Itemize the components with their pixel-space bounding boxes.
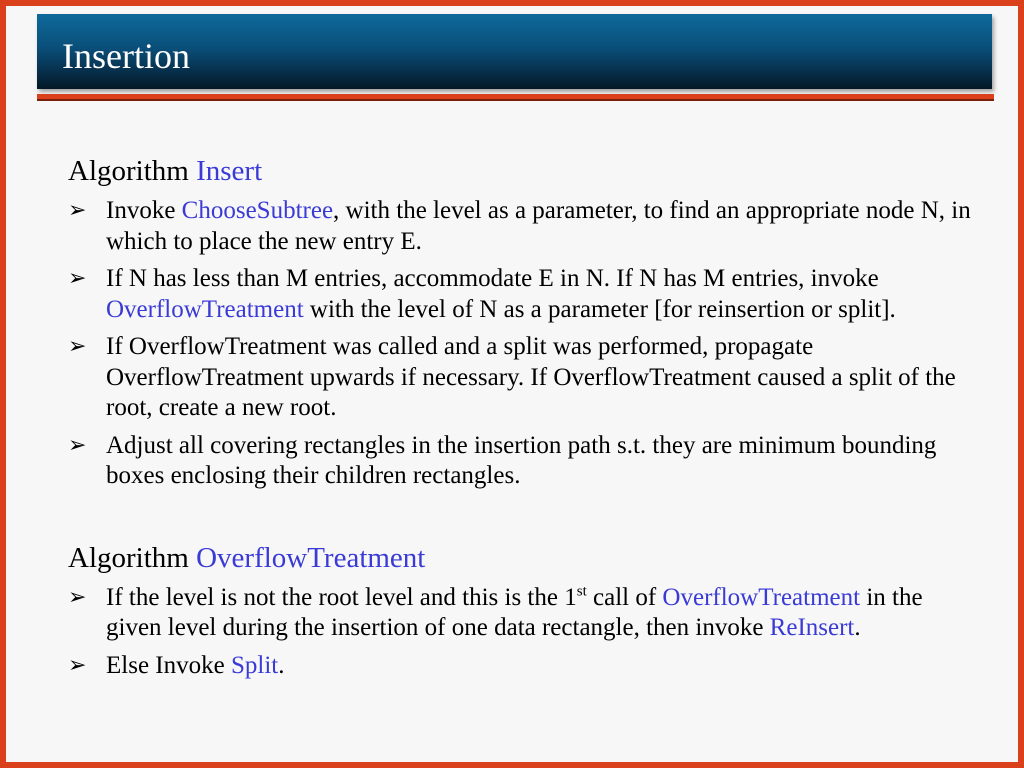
arrow-bullet-icon: ➢ [68,198,87,223]
arrow-bullet-icon: ➢ [68,652,87,678]
list-item [62,264,972,325]
algorithm-insert-heading [68,154,972,188]
list-item [62,332,972,424]
insert-bullet-list [62,196,972,492]
heading-algorithm-name: Insert [196,155,263,187]
bullet-text: If N has less than M entries, accommodate E in N. If N has M entries, invoke [106,265,879,292]
reinsert-ref: ReInsert [769,614,855,641]
section-spacer [62,499,972,541]
heading-prefix: Algorithm [68,155,197,187]
bullet-text: If the level is not the root level and this is the 1 [106,583,577,611]
heading-prefix: Algorithm [68,541,197,574]
list-item [62,196,972,257]
bullet-text: in the given level during the insertion of one data rectangle, then invoke [106,583,923,641]
algorithm-overflowtreatment-heading [68,541,972,575]
bullet-text: . [854,614,861,641]
ordinal-superscript: st [576,583,587,600]
title-bar [37,14,992,89]
overflowtreatment-ref: OverflowTreatment [662,583,861,611]
bullet-text: Adjust all covering rectangles in the insertion path s.t. they are minimum bounding boxes enclosing their children rectangles. [106,431,937,489]
bullet-text: If OverflowTreatment was called and a split was performed, propagate OverflowTreatment upwards if necessary. If OverflowTreatment caused a split of the root, create a new root. [106,333,956,421]
bullet-text: . [278,651,285,679]
overflowtreatment-bullet-list [62,583,972,682]
bullet-text: Invoke [106,197,182,224]
bullet-text: call of [586,583,663,611]
bullet-text: Else Invoke [106,651,231,679]
split-ref: Split [230,651,279,679]
arrow-bullet-icon: ➢ [68,584,87,610]
overflowtreatment-ref: OverflowTreatment [106,295,304,323]
list-item [62,651,972,682]
list-item [62,431,972,492]
slide-title: Insertion [62,36,190,76]
title-accent-line [37,94,994,101]
bullet-text: with the level of N as a parameter [for reinsertion or split]. [303,295,896,323]
arrow-bullet-icon: ➢ [68,266,87,291]
arrow-bullet-icon: ➢ [68,334,87,359]
bullet-text: , with the level as a parameter, to find an appropriate node N, in which to place the new entry E. [106,197,971,255]
heading-algorithm-name: OverflowTreatment [196,541,426,574]
list-item [62,583,972,644]
arrow-bullet-icon: ➢ [68,432,87,458]
choosesubtree-ref: ChooseSubtree [181,197,334,224]
slide-content [62,154,972,688]
